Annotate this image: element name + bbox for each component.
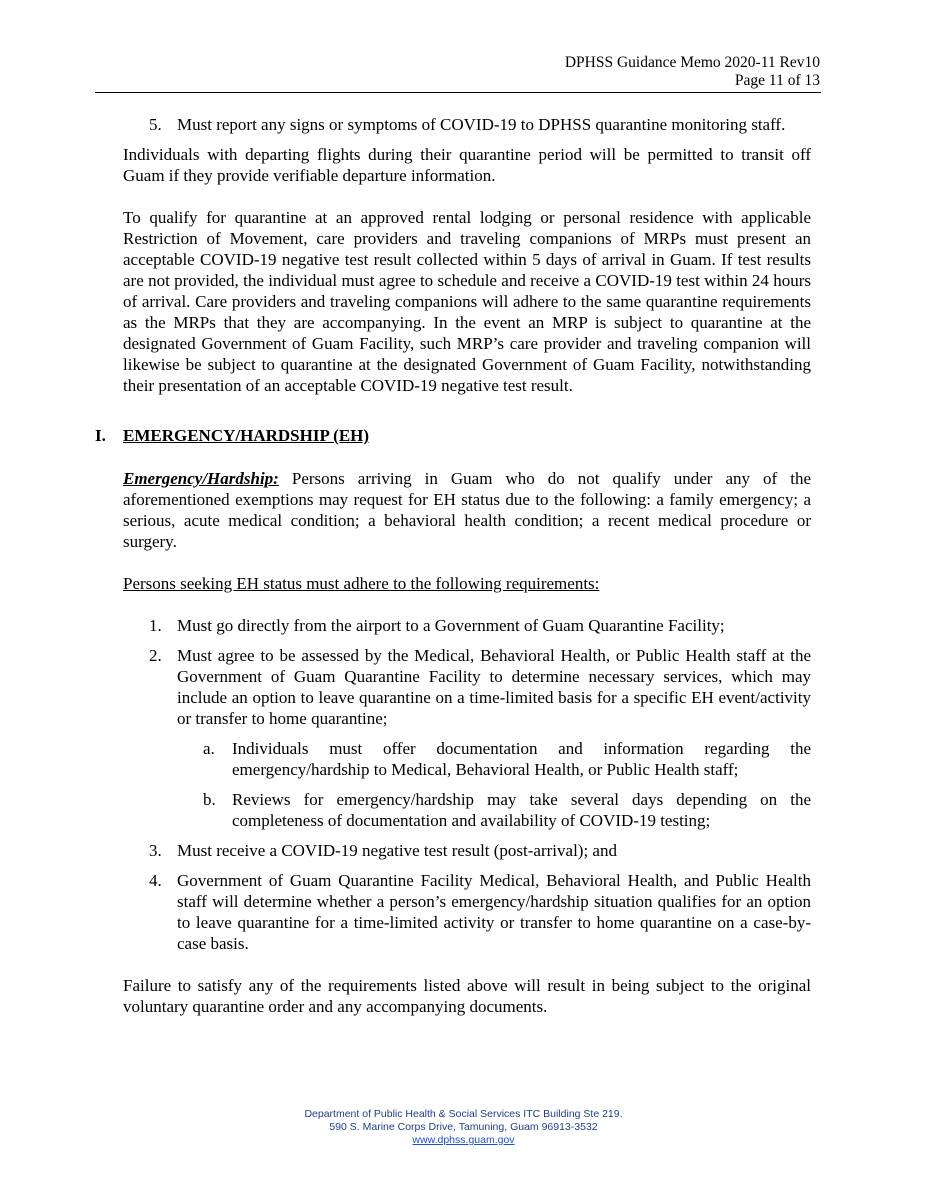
sublist-item-letter: b. bbox=[203, 790, 216, 809]
sublist-item bbox=[177, 738, 811, 780]
list-item-text: Must agree to be assessed by the Medical, Behavioral Health, or Public Health staff at the Government of Guam Quarantine Facility to determine necessary services, which may include an option to leave quarantine on a time-limited basis for a specific EH event/activity or transfer to home quarantine; bbox=[177, 646, 811, 728]
eh-definition: Persons arriving in Guam who do not qualify under any of the aforementioned exemptions may request for EH status due to the following: a family emergency; a serious, acute medical condition; a behavioral health condition; a recent medical procedure or surgery. bbox=[123, 469, 811, 551]
list-item-number: 3. bbox=[149, 841, 162, 860]
page-body bbox=[95, 114, 811, 1017]
section-letter: I. bbox=[95, 426, 106, 445]
list-item-number: 5. bbox=[149, 115, 162, 134]
requirements-intro: Persons seeking EH status must adhere to the following requirements: bbox=[123, 574, 600, 593]
eh-term: Emergency/Hardship: bbox=[123, 469, 279, 488]
header-divider bbox=[95, 92, 821, 93]
list-item-number: 4. bbox=[149, 871, 162, 890]
closing-paragraph: Failure to satisfy any of the requirements listed above will result in being subject to the original voluntary quarantine order and any accompanying documents. bbox=[123, 976, 811, 1016]
list-item-text: Must report any signs or symptoms of COVID-19 to DPHSS quarantine monitoring staff. bbox=[177, 115, 786, 134]
list-item-number: 2. bbox=[149, 646, 162, 665]
page-header bbox=[95, 54, 820, 90]
eh-definition-paragraph bbox=[123, 468, 811, 552]
sublist-item bbox=[177, 789, 811, 831]
memo-title: DPHSS Guidance Memo 2020-11 Rev10 bbox=[564, 54, 820, 71]
sublist-item-text: Reviews for emergency/hardship may take several days depending on the completeness of documentation and availability of COVID-19 testing; bbox=[232, 790, 811, 830]
list-item bbox=[123, 645, 811, 831]
list-item-text: Must go directly from the airport to a Government of Guam Quarantine Facility; bbox=[177, 616, 725, 635]
page-footer bbox=[0, 1108, 927, 1147]
sublist-item-text: Individuals must offer documentation and information regarding the emergency/hardship to Medical, Behavioral Health, or Public Health staff; bbox=[232, 739, 811, 779]
list-item-text: Government of Guam Quarantine Facility Medical, Behavioral Health, and Public Health staff will determine whether a person’s emergency/hardship situation qualifies for an option to leave quarantine for a time-limited activity or transfer to home quarantine on a case-by-case basis. bbox=[177, 871, 811, 953]
paragraph-departing-flights: Individuals with departing flights during their quarantine period will be permitted to transit off Guam if they provide verifiable departure information. bbox=[123, 145, 811, 185]
section-title: EMERGENCY/HARDSHIP (EH) bbox=[123, 426, 370, 445]
list-item bbox=[123, 840, 811, 861]
list-item bbox=[123, 615, 811, 636]
footer-address-line-1: Department of Public Health & Social Services ITC Building Ste 219. bbox=[304, 1108, 623, 1120]
paragraph-care-providers: To qualify for quarantine at an approved rental lodging or personal residence with applicable Restriction of Movement, care providers and traveling companions of MRPs must present an acceptable COVID-19 negative test result collected within 5 days of arrival in Guam. If test results are not provided, the individual must agree to schedule and receive a COVID-19 test within 24 hours of arrival. Care providers and traveling companions will adhere to the same quarantine requirements as the MRPs that they are accompanying. In the event an MRP is subject to quarantine at the designated Government of Guam Facility, such MRP’s care provider and traveling companion will likewise be subject to quarantine at the designated Government of Guam Facility, notwithstanding their presentation of an acceptable COVID-19 negative test result. bbox=[123, 208, 811, 395]
section-heading bbox=[95, 425, 811, 446]
sublist-item-letter: a. bbox=[203, 739, 215, 758]
list-item-text: Must receive a COVID-19 negative test result (post-arrival); and bbox=[177, 841, 617, 860]
list-item bbox=[123, 870, 811, 954]
list-item-number: 1. bbox=[149, 616, 162, 635]
footer-address-line-2: 590 S. Marine Corps Drive, Tamuning, Guam 96913-3532 bbox=[329, 1121, 598, 1133]
list-item bbox=[123, 114, 811, 135]
page-number: Page 11 of 13 bbox=[734, 72, 820, 89]
footer-website-link[interactable]: www.dphss.guam.gov bbox=[412, 1134, 515, 1146]
